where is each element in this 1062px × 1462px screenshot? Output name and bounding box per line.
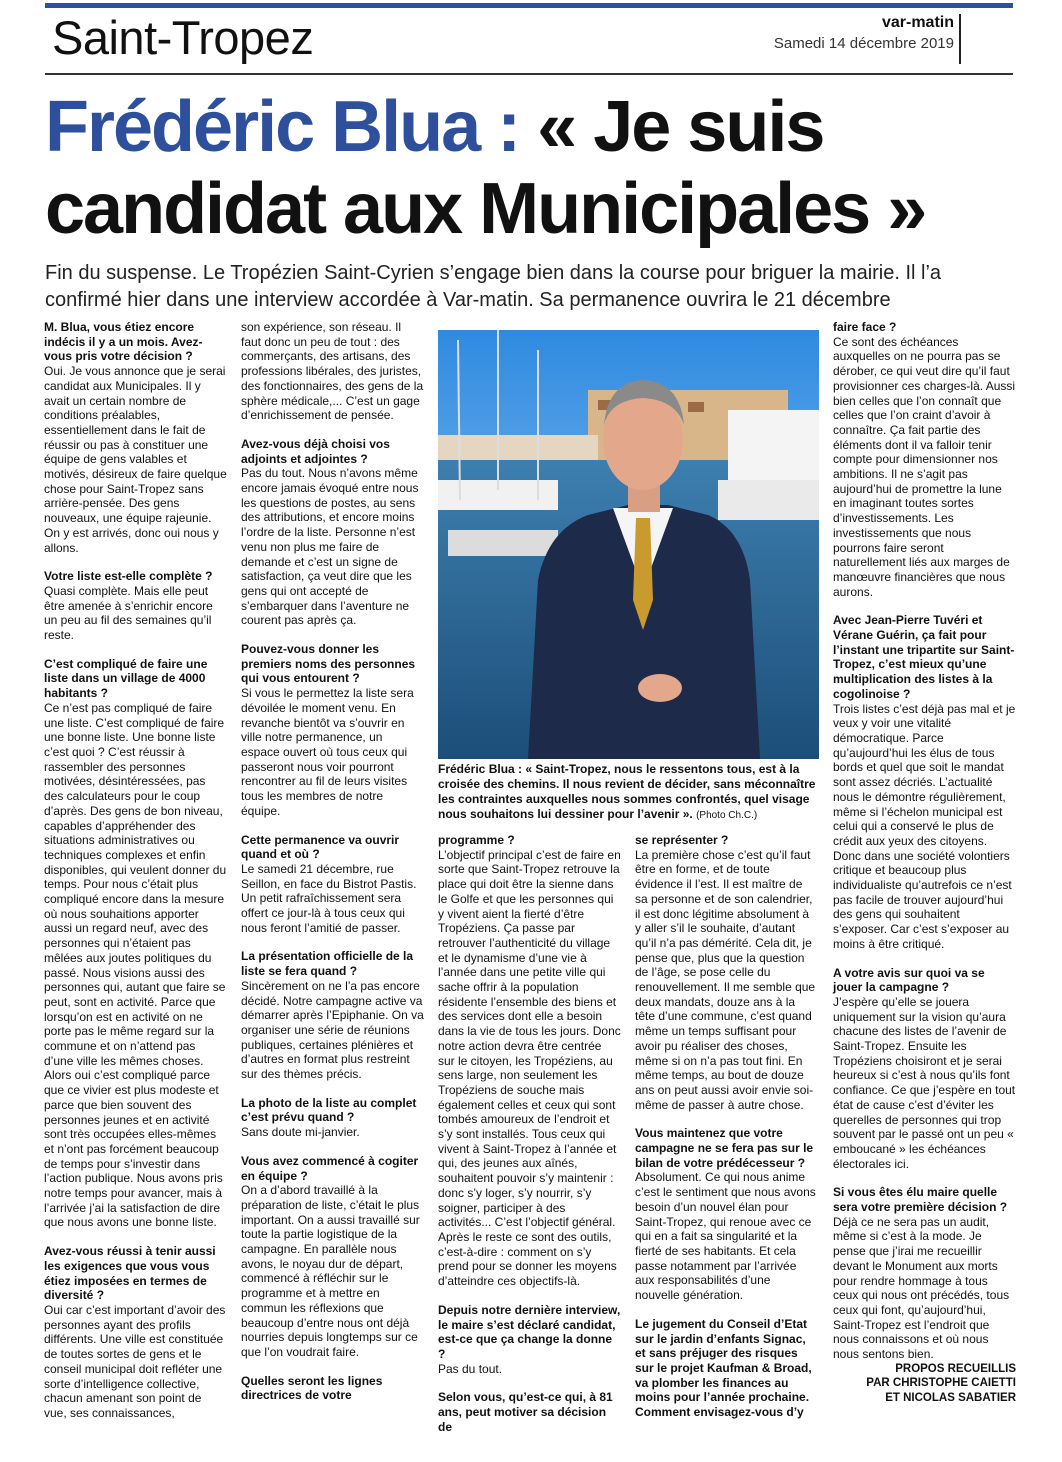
interview-question: C’est compliqué de faire une liste dans un village de 4000 habitants ?	[44, 656, 208, 701]
paragraph-gap	[241, 1082, 424, 1096]
column-5-body	[833, 320, 1016, 1362]
byline-line-2: PAR CHRISTOPHE CAIETTI	[866, 1377, 1016, 1390]
interview-question: Avec Jean-Pierre Tuvéri et Vérane Guérin, ça fait pour l’instant une tripartite sur Saint-Tropez, c’est mieux qu’une multiplication des listes à la cogolinoise ?	[833, 613, 1015, 701]
interview-answer: Pas du tout. Nous n’avons même encore jamais évoqué entre nous les questions de postes, au sens des attributions, et encore moins l’ordre de la liste. Personne n’est venu non plus me faire de demande et c’est un signe de satisfaction, ça veut dire que les gens qui ont accepté de s’embarquer dans l’aventure ne courent pas après ça.	[241, 466, 419, 628]
interview-question: faire face ?	[833, 320, 897, 334]
interview-answer: Déjà ce ne sera pas un audit, même si c’est à la mode. Je pense que j’irai me recueillir devant le Monument aux morts pour rendre hommage à tous ceux qui nous ont précédés, tous ceux qui font, qu’aujourd’hui, Saint-Tropez est l’endroit que nous connaissons et où nous nous sentons bien.	[833, 1214, 1010, 1362]
interview-answer: On a d’abord travaillé à la préparation de liste, c’était le plus important. On a aussi travaillé sur toute la partie logistique de la campagne. En parallèle nous avons, le noyau dur de départ, commencé à réfléchir sur le programme et à mettre en commun les réflexions que beaucoup d’entre nous ont déjà nourries depuis longtemps sur ce que l’on voudrait faire.	[241, 1183, 420, 1359]
interview-answer: Oui. Je vous annonce que je serai candidat aux Municipales. Il y avait un certain nombre de conditions préalables, essentiellement dans le fait de réussir ou pas à constituer une équipe de gens valables et motivés, désireux de faire quelque chose pour Saint-Tropez sans arrière-pensée. Des gens nouveaux, une équipe rajeunie. On y est arrivés, donc oui nous y allons.	[44, 364, 227, 555]
header-rule	[45, 73, 1013, 75]
paragraph-gap	[44, 643, 227, 657]
interview-question: La présentation officielle de la liste se fera quand ?	[241, 949, 414, 979]
header-divider	[959, 14, 961, 64]
interview-answer: Ce n’est pas compliqué de faire une liste. C’est compliqué de faire une bonne liste. Une bonne liste c’est quoi ? C’est réussir à rassembler des personnes motivées, désintéressées, pas des calculateurs pour le coup d’après. Des gens de bon niveau, capables d’appréhender des situations administratives ou techniques complexes et enfin disponibles, qui veulent donner du temps. Pour nous c’était plus compliqué encore dans la mesure où nous souhaitions apporter aussi un regard neuf, avec des personnes qui n’étaient pas mêlées aux joutes politiques du passé. Nous visions aussi des personnes qui, autant que faire se peut, sont en activité. Parce que lorsqu’on est en activité on ne porte pas le même regard sur la commune et on n’attend pas d’une ville les mêmes choses. Alors oui c’est compliqué parce que ce vivier est plus modeste et parce que bien souvent des personnes jeunes et en activité sont très occupées elles-mêmes et n’ont pas forcément beaucoup de temps pour s’investir dans l’action publique. Nous avons pris notre temps pour avancer, mais à l’arrivée j’ai la satisfaction de dire que nous avons une bonne liste.	[44, 700, 227, 1230]
paragraph-gap	[635, 1303, 818, 1317]
interview-question: Pouvez-vous donner les premiers noms des personnes qui vous entourent ?	[241, 642, 416, 686]
interview-answer: Quasi complète. Mais elle peut être amenée à s’enrichir encore un peu au fil des semaines qu’il reste.	[44, 583, 213, 643]
article-column-1	[44, 320, 227, 1421]
interview-answer: Ce sont des échéances auxquelles on ne pourra pas se dérober, ce qui veut dire qu’il faut provisionner ces charges-là. Aussi bien celles que l’on connaît que celles que l’on craint d’avoir à connaître. Ça fait partie des éléments dont il va falloir tenir compte pour dimensionner nos ambitions. Il ne s’agit pas aujourd’hui de promettre la lune en imaginant toutes sortes d’investissements. Les investissements que nous pourrons faire seront naturellement liés aux marges de manœuvre financières que nous aurons.	[833, 334, 1016, 599]
paragraph-gap	[44, 1230, 227, 1244]
paragraph-gap	[438, 1289, 621, 1303]
interview-answer: Oui car c’est important d’avoir des personnes ayant des profils différents. Une ville est constituée de toutes sortes de gens et le conseil municipal doit refléter une sorte d’intelligence collective, chacun amenant son point de vue, ses connaissances,	[44, 1303, 226, 1420]
article-column-4	[635, 833, 818, 1420]
interview-answer: L’objectif principal c’est de faire en sorte que Saint-Tropez retrouve la place qui doit être la sienne dans le Golfe et que les personnes qui y vivent aient la fierté d’être Tropéziens. Ça passe par retrouver l’authenticité du village et le dynamisme d’une vie à l’année dans une petite ville qui sache offrir à la population résidente l’ensemble des biens et des services dont elle a besoin dans la vie de tous les jours. Donc notre action devra être centrée sur le citoyen, les Tropéziens, au sens large, non seulement les Tropéziens de souche mais également celles et ceux qui sont tombés amoureux de l’endroit et s’y sont installés. Tous ceux qui vivent à Saint-Tropez à l’année et qui, des jeunes aux aînés, souhaitent pouvoir s’y maintenir : donc s’y loger, s’y nourrir, s’y soigner, participer à des activités... C’est l’objectif général. Après le reste ce sont des outils, c’est-à-dire : comment on s’y prend pour se donner les moyens d’atteindre ces objectifs-là.	[438, 847, 621, 1289]
paragraph-gap	[833, 599, 1016, 613]
section-title: Saint-Tropez	[52, 11, 314, 64]
interview-question: Avez-vous réussi à tenir aussi les exigences que vous vous étiez imposées en termes de diversité ?	[44, 1244, 216, 1303]
interview-question: Cette permanence va ouvrir quand et où ?	[241, 832, 400, 862]
interview-question: Selon vous, qu’est-ce qui, à 81 ans, peut motiver sa décision de	[438, 1390, 613, 1434]
paragraph-gap	[833, 952, 1016, 966]
interview-question: Vous maintenez que votre campagne ne se fera pas sur le bilan de votre prédécesseur ?	[635, 1126, 814, 1170]
paragraph-gap	[241, 628, 424, 642]
caption-text: Frédéric Blua : « Saint-Tropez, nous le ressentons tous, est à la croisée des chemins. Il nous revient de décider, sans méconnaître les contraintes auxquelles nous sommes confrontés, quel visage nous souhaitons lui dessiner pour l’avenir ».	[438, 762, 816, 821]
publication-date: Samedi 14 décembre 2019	[773, 35, 954, 52]
interview-question: La photo de la liste au complet c’est prévu quand ?	[241, 1095, 417, 1125]
article-lead: Fin du suspense. Le Tropézien Saint-Cyrien s’engage bien dans la course pour briguer la mairie. Il l’a confirmé hier dans une interview accordée à Var-matin. Sa permanence ouvrira le 21 décembre	[45, 262, 942, 311]
headline-quote: « Je suis candidat aux Municipales »	[45, 87, 926, 249]
interview-answer: Pas du tout.	[438, 1361, 503, 1376]
byline-line-1: PROPOS RECUEILLIS	[895, 1362, 1016, 1375]
byline-line-3: ET NICOLAS SABATIER	[885, 1391, 1016, 1404]
article-column-5	[833, 320, 1016, 1405]
paragraph-gap	[241, 423, 424, 437]
byline	[833, 1362, 1016, 1406]
interview-question: Le jugement du Conseil d’Etat sur le jardin d’enfants Signac, et sans préjuger des risques sur le projet Kaufman & Broad, va plomber les finances au moins pour l’année prochaine. Comment envisagez-vous d’y	[635, 1316, 812, 1420]
paragraph-gap	[44, 555, 227, 569]
photo-caption	[438, 762, 819, 823]
headline	[45, 86, 1035, 250]
paragraph-gap	[438, 1376, 621, 1390]
interview-answer: Trois listes c’est déjà pas mal et je veux y voir une vitalité démocratique. Parce qu’aujourd’hui les élus de tous bords et quel que soit le mandat sont assez décriés. L’actualité nous le démontre régulièrement, même si l’échelon municipal est celui qui a conservé le plus de crédit aux yeux des citoyens. Donc dans une société volontiers critique et beaucoup plus individualiste qu’autrefois ce n’est pas facile de trouver aujourd’hui des gens qui souhaitent s’exposer. Car c’est s’exposer au moins à être critiqué.	[833, 701, 1016, 951]
article-column-3	[438, 833, 621, 1434]
interview-question: Votre liste est-elle complète ?	[44, 569, 213, 584]
newspaper-brand: var-matin	[881, 14, 954, 31]
paragraph-gap	[241, 935, 424, 949]
interview-answer: Sincèrement on ne l’a pas encore décidé. Notre campagne active va démarrer après l’Epiphanie. On va organiser une série de réunions publiques, certaines plénières et d’autres en format plus restreint sur des thèmes précis.	[241, 978, 424, 1082]
interview-question: Quelles seront les lignes directrices de votre	[241, 1373, 383, 1403]
interview-answer: Sans doute mi-janvier.	[241, 1125, 360, 1140]
interview-answer: Si vous le permettez la liste sera dévoilée le moment venu. En revanche bientôt va s’ouvrir en ville notre permanence, un espace ouvert où tous ceux qui passeront nous voir pourront rencontrer au fil de leurs visites tous les membres de notre équipe.	[241, 686, 414, 818]
portrait-photo	[438, 330, 819, 759]
interview-question: Si vous êtes élu maire quelle sera votre première décision ?	[833, 1185, 1008, 1215]
interview-answer: son expérience, son réseau. Il faut donc un peu de tout : des commerçants, des artisans, des professions libérales, des juristes, des fonctionnaires, des gens de la sphère médicale,... C’est un gage d’enrichissement de pensée.	[241, 320, 424, 423]
interview-question: programme ?	[438, 833, 515, 847]
article-column-2	[241, 320, 424, 1403]
top-color-bar	[45, 3, 1013, 8]
portrait-illustration	[438, 330, 819, 759]
interview-question: Avez-vous déjà choisi vos adjoints et adjointes ?	[241, 436, 390, 466]
interview-question: M. Blua, vous étiez encore indécis il y a un mois. Avez-vous pris votre décision ?	[44, 320, 203, 364]
interview-answer: La première chose c’est qu’il faut être en forme, et de toute évidence il l’est. Il est maître de sa personne et de son calendrier, il est donc légitime absolument à y aller s’il le souhaite, d’autant qu’il n’a pas démérité. Cela dit, je pense que, plus que la question de l’âge, se pose celle du renouvellement. Il me semble que deux mandats, douze ans à la tête d’une commune, c’est quand même un temps suffisant pour avoir pu réaliser des choses, même si on n’a pas tout fini. En même temps, au bout de douze ans on peut aussi avoir envie soi-même de passer à autre chose.	[635, 847, 816, 1112]
interview-question: Depuis notre dernière interview, le maire s’est déclaré candidat, est-ce que ça change la donne ?	[438, 1302, 621, 1361]
paragraph-gap	[833, 1171, 1016, 1185]
paragraph-gap	[635, 1112, 818, 1126]
paragraph-gap	[241, 1360, 424, 1374]
interview-question: A votre avis sur quoi va se jouer la campagne ?	[833, 965, 985, 995]
headline-name: Frédéric Blua :	[45, 87, 520, 167]
photo-credit: (Photo Ch.C.)	[696, 810, 758, 821]
paragraph-gap	[241, 819, 424, 833]
interview-question: Vous avez commencé à cogiter en équipe ?	[241, 1153, 419, 1183]
interview-answer: J’espère qu’elle se jouera uniquement sur la vision qu’aura chacune des listes de l’avenir de Saint-Tropez. Ensuite les Tropéziens choisiront et je serai heureux si c’est à nous qu’ils font confiance. Ce que j’espère en tout état de cause c’est d’éviter les querelles de personnes qui trop souvent par le passé ont un peu « emboucané » les échéances électorales ici.	[833, 994, 1016, 1171]
paragraph-gap	[241, 1140, 424, 1154]
interview-answer: Le samedi 21 décembre, rue Seillon, en face du Bistrot Pastis. Un petit rafraîchissement sera offert ce jour-là à tous ceux qui nous feront l’amitié de passer.	[241, 861, 417, 935]
interview-answer: Absolument. Ce qui nous anime c’est le sentiment que nous avons besoin d’un nouvel élan pour Saint-Tropez, qui renoue avec ce qui en a fait sa singularité et la fierté de ses habitants. Et cela passe notamment par l’arrivée aux responsabilités d’une nouvelle génération.	[635, 1170, 816, 1303]
interview-question: se représenter ?	[635, 833, 729, 847]
